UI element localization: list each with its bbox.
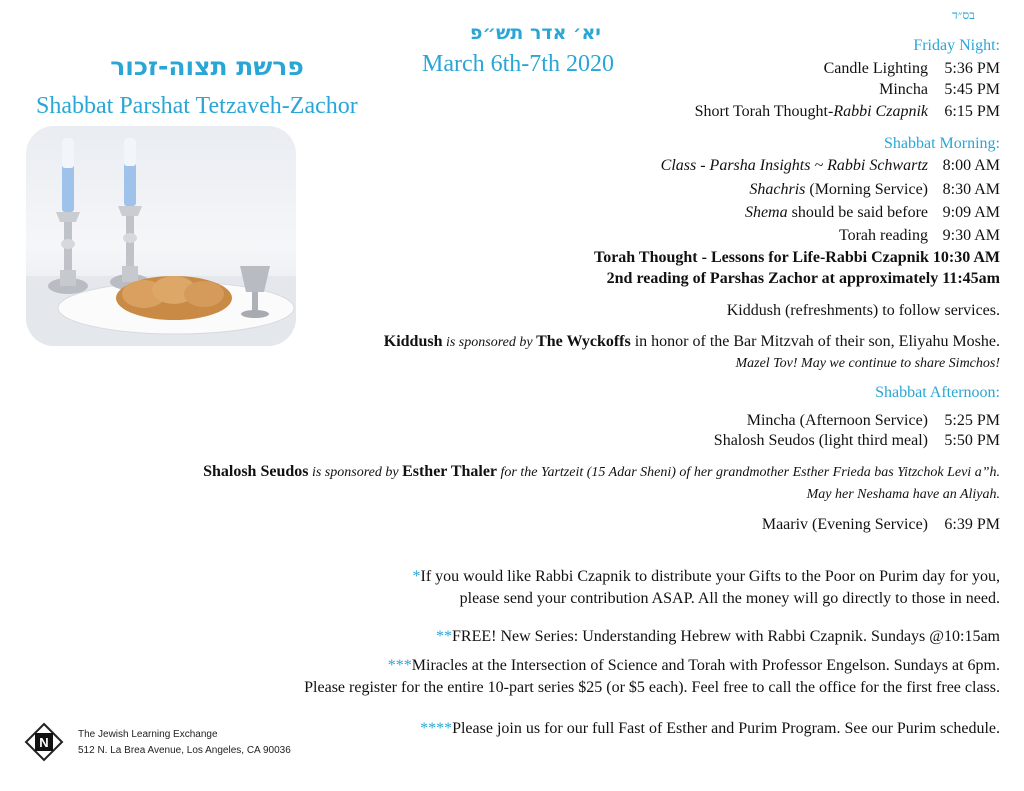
schedule-row-class <box>661 157 1000 175</box>
row-label: Mincha <box>879 81 928 98</box>
row-label-italic: Shema <box>744 204 788 221</box>
row-label: Torah reading <box>838 227 928 244</box>
note-text: FREE! New Series: Understanding Hebrew with Rabbi Czapnik. Sundays @10:15am <box>452 628 1000 645</box>
sponsor-name: The Wyckoffs <box>536 333 631 350</box>
note-text: Miracles at the Intersection of Science and Torah with Professor Engelson. Sundays at 6pm. <box>411 657 1000 674</box>
schedule-row-shema <box>745 204 1000 222</box>
sponsored-by-text: is sponsored by <box>308 465 403 480</box>
shalosh-seudos-sponsor-line <box>203 463 1000 481</box>
row-label-plain: Short Torah Thought- <box>694 103 834 120</box>
mazel-tov-line: Mazel Tov! May we continue to share Simchos! <box>735 356 1000 371</box>
schedule-row-torah-thought <box>695 103 1000 121</box>
friday-night-heading: Friday Night: <box>913 37 1000 54</box>
row-label: Candle Lighting <box>823 60 928 77</box>
schedule-row-maariv <box>762 516 1000 534</box>
shalosh-seudos-label: Shalosh Seudos <box>203 463 309 480</box>
row-time: 9:09 AM <box>942 204 1000 221</box>
note-text: If you would like Rabbi Czapnik to distribute your Gifts to the Poor on Purim day for you, <box>420 568 1000 585</box>
shabbat-morning-heading: Shabbat Morning: <box>884 135 1000 152</box>
schedule-row-afternoon-mincha <box>747 412 1000 430</box>
sponsor-name: Esther Thaler <box>402 463 498 480</box>
asterisk: *** <box>387 657 412 674</box>
row-time: 9:30 AM <box>942 227 1000 244</box>
english-parsha-title: Shabbat Parshat Tetzaveh-Zachor <box>36 93 358 119</box>
row-time: 5:50 PM <box>944 432 1000 449</box>
row-label: Class - Parsha Insights ~ Rabbi Schwartz <box>660 157 928 174</box>
asterisk: * <box>412 568 421 585</box>
row-time: 6:15 PM <box>944 103 1000 120</box>
kiddush-follow-line: Kiddush (refreshments) to follow services. <box>726 302 1000 319</box>
kiddush-label: Kiddush <box>383 333 443 350</box>
note-text: Please join us for our full Fast of Esther and Purim Program. See our Purim schedule. <box>452 720 1000 737</box>
svg-text:N: N <box>39 735 49 750</box>
note-gifts-line2: please send your contribution ASAP. All the money will go directly to those in need. <box>459 590 1000 607</box>
row-time: 8:00 AM <box>942 157 1000 174</box>
note-miracles-line1 <box>388 657 1000 675</box>
hebrew-parsha-title: פרשת תצוה-זכור <box>110 52 304 81</box>
row-label-plain: should be said before <box>787 204 928 221</box>
shabbat-candles-photo <box>26 126 296 346</box>
shabbat-afternoon-heading: Shabbat Afternoon: <box>875 384 1000 401</box>
jle-logo-icon <box>24 722 64 762</box>
zachor-reading-line: 2nd reading of Parshas Zachor at approximately 11:45am <box>606 270 1000 287</box>
english-date: March 6th-7th 2020 <box>422 51 614 77</box>
row-label: Maariv (Evening Service) <box>761 516 928 533</box>
row-label <box>745 204 928 222</box>
row-time: 5:25 PM <box>944 412 1000 429</box>
note-miracles-line2: Please register for the entire 10-part series $25 (or $5 each). Feel free to call the office for the first free class. <box>304 679 1000 696</box>
yartzeit-text: for the Yartzeit (15 Adar Sheni) of her grandmother Esther Frieda bas Yitzchok Levi a”h. <box>497 465 1000 480</box>
row-time: 8:30 AM <box>942 181 1000 198</box>
schedule-row-shalosh-seudos <box>714 432 1000 450</box>
torah-thought-line: Torah Thought - Lessons for Life-Rabbi Czapnik 10:30 AM <box>594 249 1000 266</box>
asterisk: **** <box>420 720 453 737</box>
row-label-rabbi: Rabbi Czapnik <box>833 103 928 120</box>
hebrew-date: יא׳ אדר תש״פ <box>470 22 601 44</box>
shabbat-table-illustration <box>26 126 296 346</box>
sponsor-occasion: in honor of the Bar Mitzvah of their son, Eliyahu Moshe. <box>630 333 1000 350</box>
row-time: 6:39 PM <box>944 516 1000 533</box>
note-purim-program <box>420 720 1000 738</box>
schedule-row-torah-reading <box>839 227 1000 245</box>
footer-org-name: The Jewish Learning Exchange <box>78 729 218 740</box>
row-label-italic: Shachris <box>749 181 806 198</box>
kiddush-sponsor-line <box>384 333 1000 351</box>
note-hebrew-series <box>436 628 1000 646</box>
row-label <box>749 181 928 199</box>
footer-address: 512 N. La Brea Avenue, Los Angeles, CA 90036 <box>78 745 291 756</box>
row-label: Mincha (Afternoon Service) <box>746 412 928 429</box>
asterisk: ** <box>436 628 453 645</box>
neshama-line: May her Neshama have an Aliyah. <box>806 487 1000 502</box>
note-gifts-line1 <box>413 568 1001 586</box>
row-time: 5:45 PM <box>944 81 1000 98</box>
row-label-plain: (Morning Service) <box>805 181 928 198</box>
schedule-row-shachris <box>749 181 1000 199</box>
row-label: Shalosh Seudos (light third meal) <box>713 432 928 449</box>
row-time: 5:36 PM <box>944 60 1000 77</box>
sponsored-by-text: is sponsored by <box>442 335 537 350</box>
bsd-mark: בס״ד <box>952 8 975 22</box>
schedule-row-candle-lighting <box>824 60 1000 78</box>
row-label <box>695 103 928 121</box>
schedule-row-mincha <box>879 81 1000 99</box>
